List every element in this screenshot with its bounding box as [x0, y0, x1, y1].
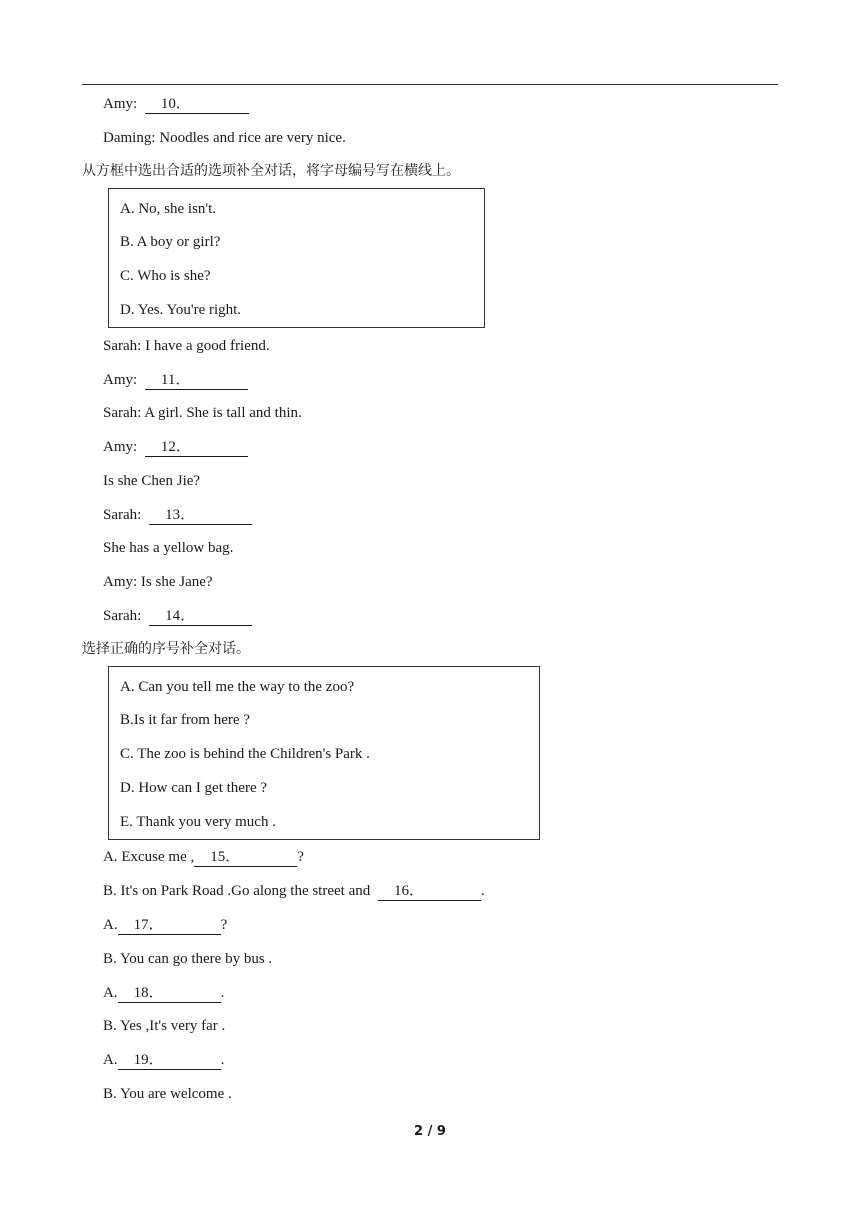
q16-line: B. It's on Park Road .Go along the street and 16． .: [103, 883, 485, 899]
page-number: 2 / 9: [414, 1124, 446, 1139]
dialog-line: Sarah: I have a good friend.: [103, 338, 270, 354]
answer-blank-10[interactable]: 10．: [145, 96, 249, 114]
q12-line: Amy: 12．: [103, 437, 248, 457]
option-a: A. Can you tell me the way to the zoo?: [120, 679, 355, 695]
q10-line: Amy: 10．: [103, 94, 249, 114]
option-c: C. The zoo is behind the Children's Park .: [120, 746, 370, 762]
answer-blank-19[interactable]: 19．: [118, 1052, 221, 1070]
header-rule: [82, 84, 778, 85]
q13-line: Sarah: 13．: [103, 505, 252, 525]
q15-line: A. Excuse me , 15． ?: [103, 849, 304, 865]
dialog-line: She has a yellow bag.: [103, 540, 234, 556]
option-d: D. How can I get there ?: [120, 780, 268, 796]
option-c: C. Who is she?: [120, 268, 211, 284]
q18-line: A. 18． .: [103, 985, 225, 1001]
dialog-line: B. Yes ,It's very far .: [103, 1018, 226, 1034]
q19-line: A. 19． .: [103, 1052, 225, 1068]
answer-blank-14[interactable]: 14．: [149, 608, 252, 626]
option-d: D. Yes. You're right.: [120, 302, 242, 318]
options-box-2: [108, 666, 540, 840]
dialog-line: B. You are welcome .: [103, 1086, 232, 1102]
answer-blank-16[interactable]: 16．: [378, 883, 481, 901]
answer-blank-17[interactable]: 17．: [118, 917, 221, 935]
daming-line: Daming: Noodles and rice are very nice.: [103, 130, 346, 146]
section3-instruction: 选择正确的序号补全对话。: [82, 641, 250, 657]
section2-instruction: 从方框中选出合适的选项补全对话，将字母编号写在横线上。: [82, 163, 460, 179]
answer-blank-11[interactable]: 11．: [145, 372, 248, 390]
option-a: A. No, she isn't.: [120, 201, 217, 217]
q11-line: Amy: 11．: [103, 370, 248, 390]
option-b: B. A boy or girl?: [120, 234, 221, 250]
answer-blank-18[interactable]: 18．: [118, 985, 221, 1003]
option-e: E. Thank you very much .: [120, 814, 276, 830]
q14-line: Sarah: 14．: [103, 606, 252, 626]
dialog-line: Is she Chen Jie?: [103, 473, 201, 489]
options-box-1: [108, 188, 485, 328]
answer-blank-13[interactable]: 13．: [149, 507, 252, 525]
dialog-line: Sarah: A girl. She is tall and thin.: [103, 405, 302, 421]
dialog-line: Amy: Is she Jane?: [103, 574, 213, 590]
dialog-line: B. You can go there by bus .: [103, 951, 273, 967]
q17-line: A. 17． ?: [103, 917, 228, 933]
answer-blank-12[interactable]: 12．: [145, 439, 248, 457]
option-b: B.Is it far from here ?: [120, 712, 250, 728]
answer-blank-15[interactable]: 15．: [194, 849, 297, 867]
